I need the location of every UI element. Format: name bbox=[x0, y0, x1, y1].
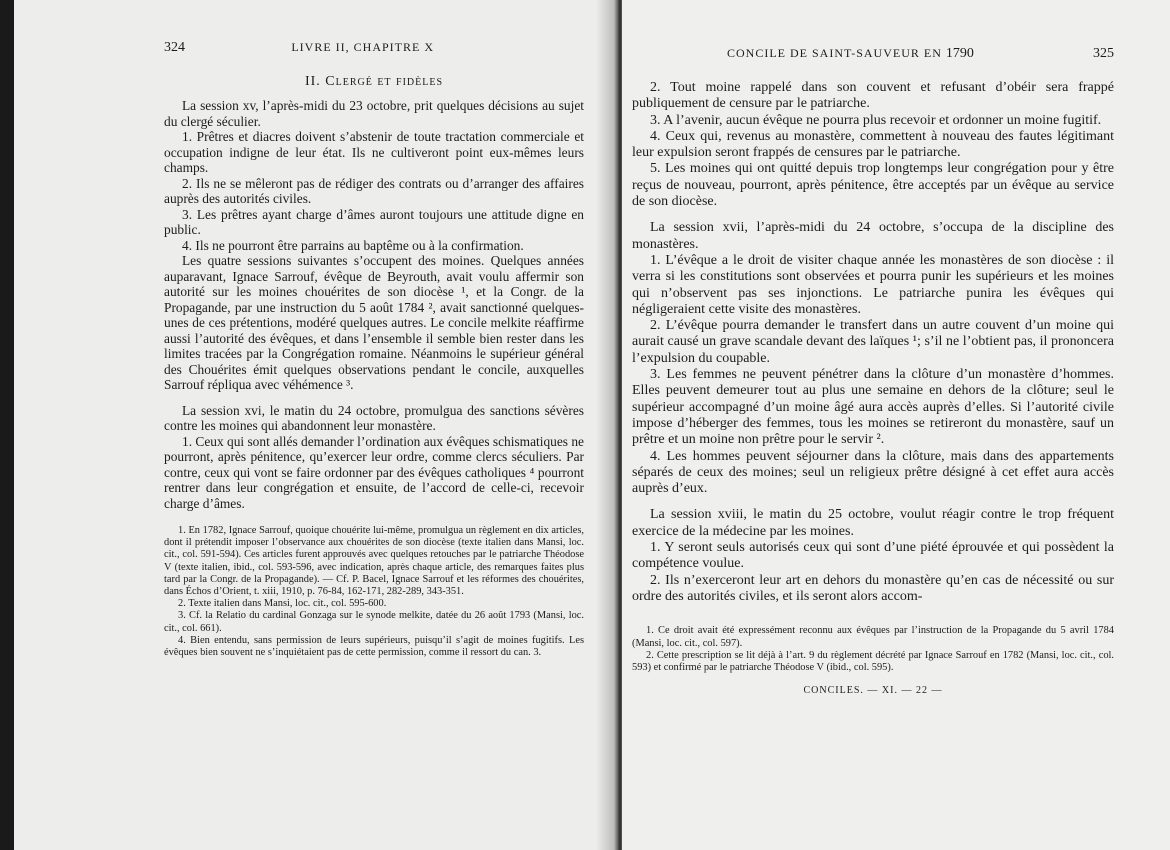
paragraph: 3. Les prêtres ayant charge d’âmes auront toujours une attitude digne en public. bbox=[164, 206, 584, 237]
right-running-title-year: 1790 bbox=[945, 46, 974, 61]
left-page-number: 324 bbox=[164, 40, 185, 55]
paragraph: Les quatre sessions suivantes s’occupent des moines. Quelques années auparavant, Ignace Sarrouf, évêque de Beyrouth, avait voulu affermir son autorité sur les moines chouérites de son diocèse ¹, et la Congr. de la Propagande, par une instruction du 5 août 1784 ², avait sanctionné quelques-unes de ces prétentions, modéré quelques autres. Le concile melkite réaffirme aussi l’autorité des évêques, et dans l’ensemble il semble bien rester dans les limites tracées par la Congrégation romaine. Néanmoins le supérieur général des Chouérites émit quelques observations pendant le concile, auxquelles Sarrouf répliqua avec véhémence ³. bbox=[164, 253, 584, 392]
right-page-number: 325 bbox=[1093, 46, 1114, 61]
paragraph: 4. Les hommes peuvent séjourner dans la clôture, mais dans des appartements séparés de ceux des moines; seul un religieux prêtre désigné à cet effet aura accès auprès d’eux. bbox=[632, 448, 1114, 497]
paragraph: 1. Y seront seuls autorisés ceux qui sont d’une piété éprouvée et qui possèdent la compétence voulue. bbox=[632, 540, 1114, 572]
left-running-title: LIVRE II, CHAPITRE X bbox=[291, 40, 434, 54]
paragraph: 1. Prêtres et diacres doivent s’abstenir de toute tractation commerciale et occupation indigne de leur état. Ils ne cultiveront point eux-mêmes leurs champs. bbox=[164, 129, 584, 175]
left-running-head bbox=[164, 40, 584, 56]
section-heading: II. Clergé et fidèles bbox=[304, 74, 444, 89]
paragraph: 4. Ceux qui, revenus au monastère, commettent à nouveau des fautes légitimant leur expulsion seront frappés de censures par le patriarche. bbox=[632, 128, 1114, 161]
left-footnotes bbox=[164, 525, 584, 659]
paragraph: 3. Les femmes ne peuvent pénétrer dans la clôture d’un monastère d’hommes. Elles peuvent demeurer tout au plus une semaine en dehors de la clôture; seul le supérieur accompagné d’un moine âgé aura accès auprès d’elles. Si l’autorité civile impose d’héberger des femmes, tous les moines se retireront du monastère, sauf un prêtre et un moine non prêtre pour le servir ². bbox=[632, 367, 1114, 448]
paragraph: 4. Ils ne pourront être parrains au baptême ou à la confirmation. bbox=[182, 237, 524, 253]
paragraph: La session xv, l’après-midi du 23 octobre, prit quelques décisions au sujet du clergé séculier. bbox=[164, 98, 584, 129]
right-running-title bbox=[727, 46, 974, 62]
right-footnotes bbox=[632, 625, 1114, 675]
paragraph: 5. Les moines qui ont quitté depuis trop longtemps leur congrégation pour y être reçus de nouveau, pourront, après pénitence, être acceptés par un évêque au service de son diocèse. bbox=[632, 161, 1114, 210]
signature-mark: CONCILES. — XI. — 22 — bbox=[803, 684, 943, 696]
paragraph: 2. Ils n’exerceront leur art en dehors du monastère qu’en cas de nécessité ou sur ordre des autorités civiles, et ils seront alors accom- bbox=[632, 572, 1114, 604]
paragraph: 2. Ils ne se mêleront pas de rédiger des contrats ou d’arranger des affaires auprès des autorités civiles. bbox=[164, 175, 584, 206]
right-page bbox=[622, 0, 1170, 850]
paragraph: 2. Tout moine rappelé dans son couvent et refusant d’obéir sera frappé publiquement de censure par le patriarche. bbox=[632, 80, 1114, 112]
paragraph: 3. A l’avenir, aucun évêque ne pourra plus recevoir et ordonner un moine fugitif. bbox=[650, 112, 1102, 128]
paragraph: La session xvii, l’après-midi du 24 octobre, s’occupa de la discipline des monastères. bbox=[632, 220, 1114, 252]
footnote: 3. Cf. la Relatio du cardinal Gonzaga sur le synode melkite, datée du 26 août 1793 (Mansi, loc. cit., col. 661). bbox=[164, 610, 584, 634]
right-running-head bbox=[632, 46, 1114, 62]
footnote: 4. Bien entendu, sans permission de leurs supérieurs, puisqu’il s’agit de moines fugitifs. Les évêques bien souvent ne s’inquiétaient pas de cette permission, comme il ressort du can. 3. bbox=[164, 634, 584, 659]
footnote: 1. Ce droit avait été expressément reconnu aux évêques par l’instruction de la Propagande du 5 avril 1784 (Mansi, loc. cit., col. 597). bbox=[632, 625, 1114, 649]
paragraph: La session xviii, le matin du 25 octobre, voulut réagir contre le trop fréquent exercice de la médecine par les moines. bbox=[632, 507, 1114, 539]
left-page bbox=[14, 0, 614, 850]
paragraph: 1. L’évêque a le droit de visiter chaque année les monastères de son diocèse : il verra si les constitutions sont observées et pourra punir les supérieurs et les moines qui n’observent pas ses injonctions. Le patriarche punira les évêques qui négligeraient cette visite des monastères. bbox=[632, 252, 1114, 317]
footnote: 1. En 1782, Ignace Sarrouf, quoique chouérite lui-même, promulgua un règlement en dix articles, dont il prétendit imposer l’observance aux chouérites de son diocèse (texte italien dans Mansi, loc. cit., col. 591-594). Ces articles furent approuvés avec quelques retouches par le patriarche Théodose V (texte italien, ibid., col. 593-596, avec indication, après chaque article, des remarques faites plus tard par la Congr. de la Propagande). — Cf. P. Bacel, Ignace Sarrouf et les réformes des chouérites, dans Échos d’Orient, t. xiii, 1910, p. 76-84, 162-171, 282-289, 343-351. bbox=[164, 525, 584, 598]
paragraph: La session xvi, le matin du 24 octobre, promulgua des sanctions sévères contre les moines qui abandonnent leur monastère. bbox=[164, 402, 584, 433]
footnote: 2. Cette prescription se lit déjà à l’art. 9 du règlement décrété par Ignace Sarrouf en 1782 (Mansi, loc. cit., col. 593) et confirmé par le patriarche Théodose V (ibid., col. 595). bbox=[632, 650, 1114, 674]
paragraph: 1. Ceux qui sont allés demander l’ordination aux évêques schismatiques ne pourront, après pénitence, qu’exercer leur ordre, comme clercs séculiers. Par contre, ceux qui vont se faire ordonner par des évêques catholiques ⁴ pourront rentrer dans leur congrégation et ensuite, de l’accord de celle-ci, recevoir charge d’âmes. bbox=[164, 433, 584, 511]
footnote: 2. Texte italien dans Mansi, loc. cit., col. 595-600. bbox=[178, 598, 387, 610]
right-running-title-text: CONCILE DE SAINT-SAUVEUR EN bbox=[727, 46, 942, 60]
paragraph: 2. L’évêque pourra demander le transfert dans un autre couvent d’un moine qui aurait causé un grave scandale devant des laïques ¹; s’il ne l’obtient pas, il prononcera l’expulsion du coupable. bbox=[632, 318, 1114, 366]
